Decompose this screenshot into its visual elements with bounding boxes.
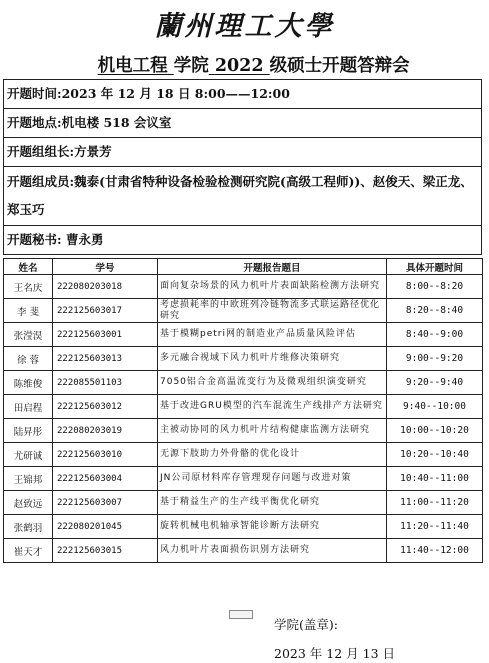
slot-time: 8:00--8:20	[387, 275, 483, 299]
student-name: 尤研诚	[4, 443, 53, 467]
panel-members: 开题组成员:魏泰(甘肃省特种设备检验检测研究院(高级工程师))、赵俊天、梁正龙、郑玉巧	[4, 167, 482, 226]
report-topic: 基于模糊petri网的制造业产品质量风险评估	[158, 323, 387, 347]
student-name: 赵致远	[4, 491, 53, 515]
scroll-marker	[229, 610, 253, 619]
student-name: 王锦邦	[4, 467, 53, 491]
header-student-id: 学号	[53, 259, 158, 275]
slot-time: 9:20--9:40	[387, 371, 483, 395]
panel-secretary: 开题秘书: 曹永勇	[4, 226, 482, 255]
header-name: 姓名	[4, 259, 53, 275]
student-name: 李 斐	[4, 299, 53, 323]
panel-leader: 开题组组长:方景芳	[4, 138, 482, 167]
student-id: 222125603015	[53, 539, 158, 563]
page-title	[0, 52, 489, 77]
student-id: 222080201045	[53, 515, 158, 539]
slot-time: 10:20--10:40	[387, 443, 483, 467]
table-row	[4, 395, 483, 419]
student-id: 222125603013	[53, 347, 158, 371]
schedule-table	[3, 258, 483, 563]
slot-time: 9:00--9:20	[387, 347, 483, 371]
report-topic: 旋转机械电机轴承智能诊断方法研究	[158, 515, 387, 539]
defense-place: 开题地点:机电楼 518 会议室	[4, 109, 482, 138]
student-id: 222125603001	[53, 323, 158, 347]
student-id: 222125603012	[53, 395, 158, 419]
student-name: 张滢淏	[4, 323, 53, 347]
slot-time: 9:40--10:00	[387, 395, 483, 419]
table-row	[4, 299, 483, 323]
student-id: 222125603004	[53, 467, 158, 491]
student-id: 222080203018	[53, 275, 158, 299]
report-topic: 7050铝合金高温流变行为及微观组织演变研究	[158, 371, 387, 395]
college-seal-label: 学院(盖章):	[274, 617, 338, 632]
table-row	[4, 323, 483, 347]
student-name: 王名庆	[4, 275, 53, 299]
student-id: 222125603017	[53, 299, 158, 323]
table-row	[4, 467, 483, 491]
slot-time: 10:00--10:20	[387, 419, 483, 443]
college-name: 机电工程	[97, 56, 168, 76]
report-topic: 主被动协同的风力机叶片结构健康监测方法研究	[158, 419, 387, 443]
table-row	[4, 443, 483, 467]
report-topic: JN公司原材料库存管理现存问题与改进对策	[158, 467, 387, 491]
header-time: 具体开题时间	[387, 259, 483, 275]
info-table	[3, 79, 482, 255]
slot-time: 11:40--12:00	[387, 539, 483, 563]
student-id: 222080203019	[53, 419, 158, 443]
student-id: 222085501103	[53, 371, 158, 395]
student-name: 田启程	[4, 395, 53, 419]
issue-date: 2023 年 12 月 13 日	[274, 646, 395, 661]
student-name: 徐 蓉	[4, 347, 53, 371]
slot-time: 10:40--11:00	[387, 467, 483, 491]
title-text-2: 级硕士开题答辩会	[269, 56, 410, 76]
table-row	[4, 275, 483, 299]
table-row	[4, 419, 483, 443]
report-topic: 基于改进GRU模型的汽车混流生产线排产方法研究	[158, 395, 387, 419]
report-topic: 风力机叶片表面损伤识别方法研究	[158, 539, 387, 563]
grade-year: 2022	[214, 56, 264, 76]
table-row	[4, 491, 483, 515]
slot-time: 8:20--8:40	[387, 299, 483, 323]
student-name: 张鹤羽	[4, 515, 53, 539]
table-row	[4, 539, 483, 563]
university-logo: 蘭州理工大學	[154, 11, 335, 42]
report-topic: 多元融合视域下风力机叶片维修决策研究	[158, 347, 387, 371]
schedule-header-row	[4, 259, 483, 275]
defense-time: 开题时间:2023 年 12 月 18 日 8:00——12:00	[4, 80, 482, 109]
slot-time: 11:00--11:20	[387, 491, 483, 515]
report-topic: 基于精益生产的生产线平衡优化研究	[158, 491, 387, 515]
slot-time: 8:40--9:00	[387, 323, 483, 347]
student-name: 陆昇彤	[4, 419, 53, 443]
report-topic: 面向复杂场景的风力机叶片表面缺陷检测方法研究	[158, 275, 387, 299]
student-id: 222125603007	[53, 491, 158, 515]
slot-time: 11:20--11:40	[387, 515, 483, 539]
table-row	[4, 371, 483, 395]
title-text-1: 学院	[173, 56, 209, 76]
student-name: 陈维俊	[4, 371, 53, 395]
table-row	[4, 515, 483, 539]
report-topic: 考虑损耗率的中欧班列冷链物流多式联运路径优化研究	[158, 299, 387, 323]
student-id: 222125603010	[53, 443, 158, 467]
table-row	[4, 347, 483, 371]
student-name: 崔天才	[4, 539, 53, 563]
report-topic: 无源下肢助力外骨骼的优化设计	[158, 443, 387, 467]
header-topic: 开题报告题目	[158, 259, 387, 275]
